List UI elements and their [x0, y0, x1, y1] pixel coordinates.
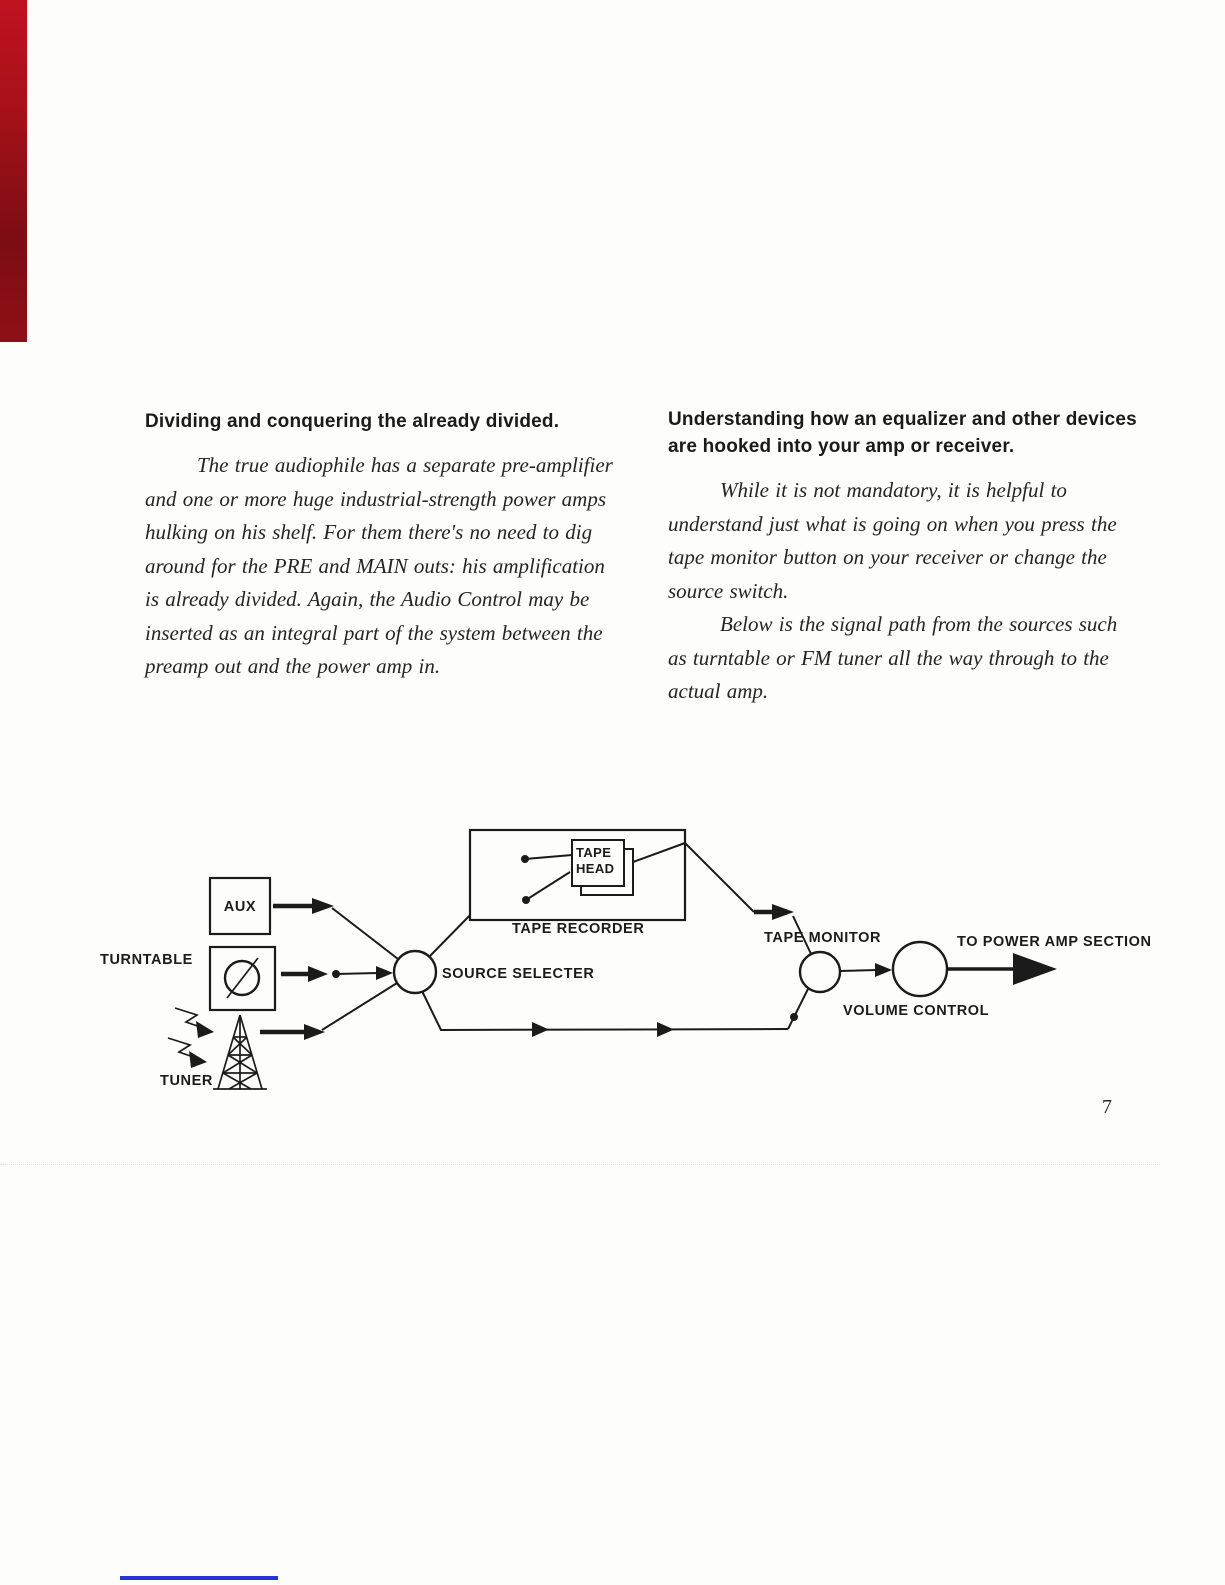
aux-label: AUX: [223, 899, 257, 915]
aux-arrow: [273, 898, 398, 959]
right-column-paragraph-1: While it is not mandatory, it is helpful to understand just what is going on when you press the tape monitor button on your receiver or change the source switch.: [668, 478, 1117, 603]
scan-artifact-blue-line: [120, 1576, 278, 1580]
tuner-arrow: [260, 983, 397, 1040]
tape-recorder-label: TAPE RECORDER: [512, 921, 645, 937]
scan-artifact-dotted-line: [0, 1164, 1160, 1165]
power-amp-arrow: [947, 953, 1057, 985]
left-column-paragraph: The true audiophile has a separate pre-amplifier and one or more huge industrial-strength power amps hulking on his shelf. For them there's no need to dig around for the PRE and MAIN outs: his amplification is already divided. Again, the Audio Control may be inserted as an integral part of the system between the preamp out and the power amp in.: [145, 453, 613, 678]
page-edge-red-strip: [0, 0, 27, 342]
turntable-arrow: [281, 966, 393, 982]
to-power-amp-label: TO POWER AMP SECTION: [957, 934, 1152, 950]
right-column-paragraph-2: Below is the signal path from the sources such as turntable or FM tuner all the way through to the actual amp.: [668, 612, 1118, 703]
tape-head-label-line1: TAPE: [576, 845, 612, 860]
turntable-label: TURNTABLE: [100, 952, 193, 968]
radio-wave-icon: [168, 1008, 214, 1068]
signal-path-diagram-svg: [60, 812, 1200, 1112]
tape-monitor-label: TAPE MONITOR: [764, 930, 882, 946]
source-selector-label: SOURCE SELECTER: [442, 966, 595, 982]
tape-head-label-line2: HEAD: [576, 861, 615, 876]
tape-monitor-node: [800, 952, 840, 992]
left-column: [145, 408, 617, 684]
monitor-to-volume-arrow: [840, 963, 892, 977]
left-column-heading: Dividing and conquering the already divided.: [145, 411, 560, 432]
tuner-antenna-icon: [213, 1015, 267, 1089]
right-column: [668, 406, 1140, 709]
signal-path-diagram: [60, 812, 1200, 1112]
tuner-label: TUNER: [160, 1073, 213, 1089]
bypass-path: [422, 987, 809, 1037]
volume-control-node: [893, 942, 947, 996]
page-number: 7: [1102, 1096, 1112, 1118]
volume-control-label: VOLUME CONTROL: [843, 1003, 990, 1019]
right-column-heading: Understanding how an equalizer and other devices are hooked into your amp or receiver.: [668, 409, 1137, 457]
